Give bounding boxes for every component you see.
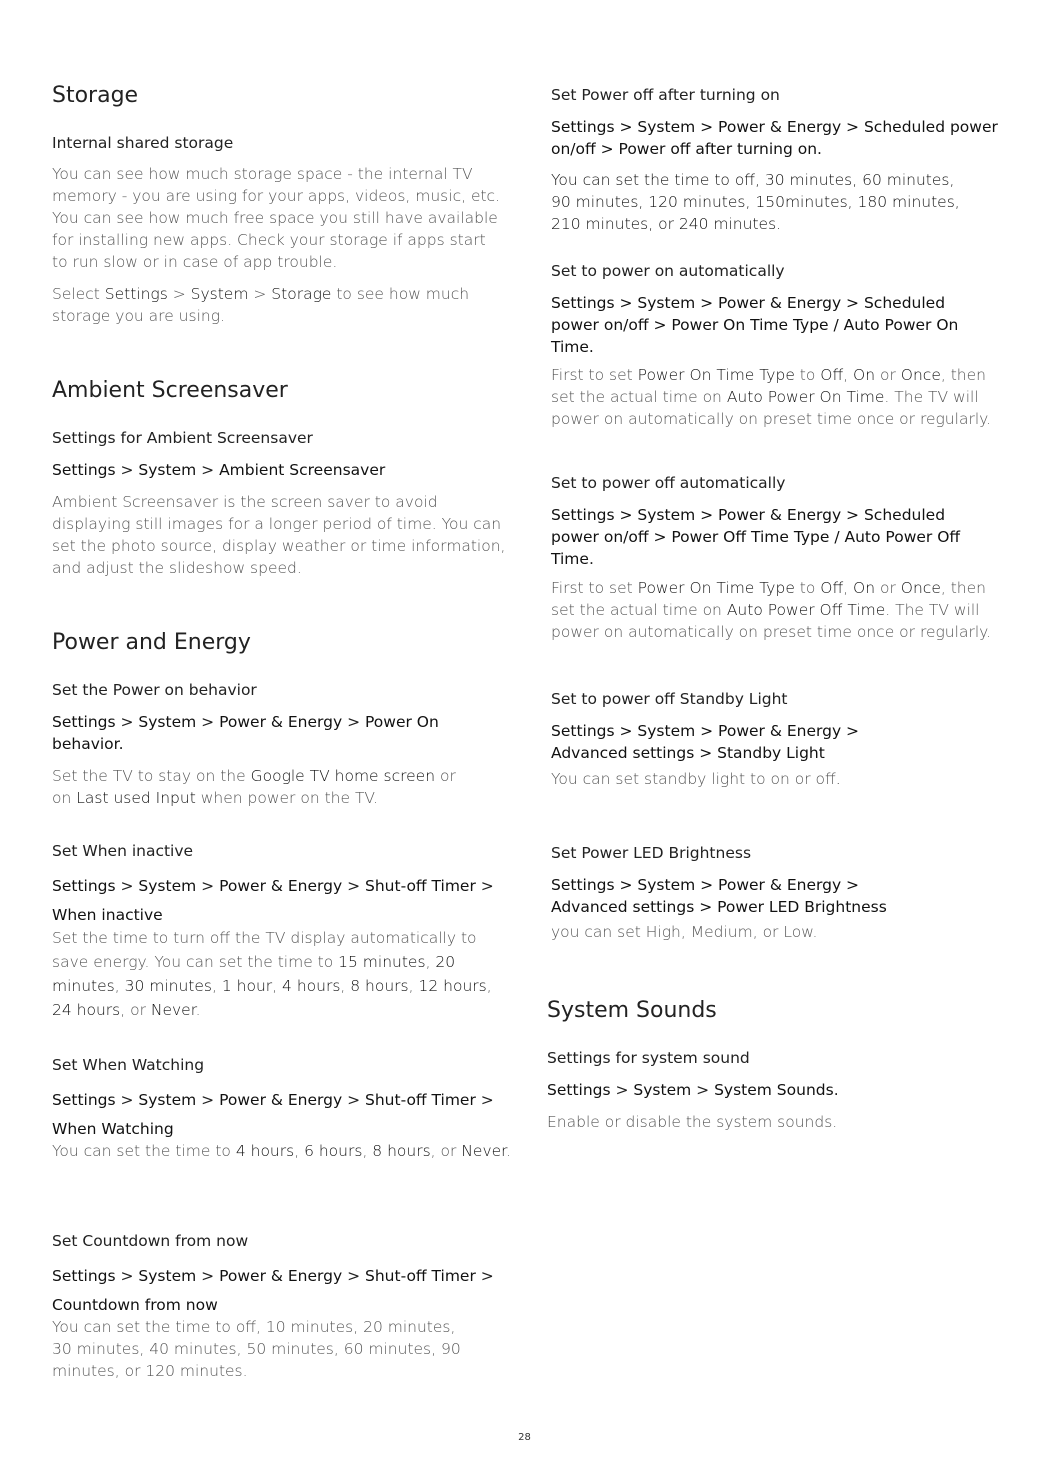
emphasis-text: Shut-off Timer [365, 1091, 476, 1109]
auto-power-on-path [551, 292, 971, 358]
body-text: > [475, 1091, 494, 1109]
body-text: , [340, 977, 351, 995]
emphasis-text: 8 hours [372, 1142, 431, 1160]
body-text: when power on the TV. [195, 789, 378, 807]
body-text: You can set the time to off, 10 minutes, 20 minutes, 30 minutes, 40 minutes, 50 minutes, 60 minutes, 90 minutes, or 120 minutes. [52, 1318, 461, 1380]
emphasis-text: Power & Energy [219, 877, 343, 895]
body-text: > [196, 461, 220, 479]
section-heading-system-sounds: System Sounds [547, 998, 717, 1023]
body-text: or [875, 366, 901, 384]
subheading-power-off-after-on: Set Power off after turning on [551, 86, 780, 104]
led-brightness-path [551, 874, 911, 918]
body-text: > [196, 877, 220, 895]
body-text: , [362, 1142, 373, 1160]
emphasis-text: Once [900, 366, 941, 384]
body-text: , [114, 977, 125, 995]
emphasis-text: System [138, 713, 197, 731]
body-text: , then set the actual time on [551, 579, 986, 619]
standby-light-description [551, 768, 1021, 790]
emphasis-text: Never [150, 1001, 196, 1019]
body-text: > [115, 1091, 139, 1109]
emphasis-text: Settings [52, 877, 116, 895]
body-text: or [875, 579, 901, 597]
emphasis-text: Last used Input [76, 789, 196, 807]
subheading-countdown: Set Countdown from now [52, 1232, 249, 1250]
emphasis-text: Countdown from now [52, 1296, 218, 1314]
emphasis-text: Power On behavior. [52, 713, 439, 753]
emphasis-text: 1 hour [221, 977, 273, 995]
emphasis-text: Auto Power On Time [726, 388, 885, 406]
emphasis-text: Power & Energy [219, 1091, 343, 1109]
body-text: > [115, 461, 139, 479]
emphasis-text: Auto Power Off Time [726, 601, 886, 619]
emphasis-text: . [835, 770, 841, 788]
body-text: , [272, 977, 283, 995]
subheading-internal-storage: Internal shared storage [52, 134, 234, 152]
when-watching-path [52, 1086, 502, 1144]
subheading-auto-power-off: Set to power off automatically [551, 474, 786, 492]
standby-light-path [551, 720, 881, 764]
system-sounds-path [547, 1079, 1017, 1101]
body-text: , [212, 977, 222, 995]
emphasis-text: System [138, 877, 197, 895]
body-text: to see how much storage you are using. [52, 285, 470, 325]
emphasis-text: Settings > System > Power & Energy > Scheduled power on/off > Power On Time Type / Auto Power On Time. [551, 294, 959, 356]
emphasis-text: Google TV home screen [250, 767, 436, 785]
body-text: > [115, 713, 139, 731]
subheading-standby-light: Set to power off Standby Light [551, 690, 788, 708]
emphasis-text: 12 hours [418, 977, 487, 995]
emphasis-text: Storage [271, 285, 332, 303]
auto-power-off-description [551, 577, 1001, 643]
emphasis-text: Ambient Screensaver [219, 461, 386, 479]
emphasis-text: System [138, 1091, 197, 1109]
power-on-description [52, 765, 462, 809]
emphasis-text: 8 hours [350, 977, 409, 995]
emphasis-text: Settings [52, 1267, 116, 1285]
body-text: First to set [551, 366, 638, 384]
emphasis-text: Shut-off Timer [365, 877, 476, 895]
body-text: . [833, 1081, 839, 1099]
subheading-auto-power-on: Set to power on automatically [551, 262, 785, 280]
power-off-after-on-path [551, 116, 1011, 160]
body-text: , [294, 1142, 305, 1160]
emphasis-text: When inactive [52, 906, 163, 924]
emphasis-text: System [138, 461, 197, 479]
body-text: > [196, 1091, 220, 1109]
emphasis-text: Settings [52, 1091, 116, 1109]
body-text: > [342, 877, 365, 895]
body-text: > [196, 1267, 220, 1285]
body-text: . The TV will power on automatically on preset time once or regularly. [551, 601, 992, 641]
emphasis-text: 4 hours [282, 977, 341, 995]
body-text: > [610, 1081, 634, 1099]
body-text: , [843, 579, 854, 597]
body-text: You can set standby light to on or off [551, 770, 836, 788]
countdown-path [52, 1262, 502, 1320]
emphasis-text: Power & Energy [219, 713, 343, 731]
body-text: > [475, 877, 494, 895]
subheading-power-on: Set the Power on behavior [52, 681, 257, 699]
body-text: > [196, 713, 220, 731]
body-text: , [486, 977, 492, 995]
emphasis-text: When Watching [52, 1120, 174, 1138]
section-heading-power-energy: Power and Energy [52, 630, 251, 655]
body-text: > [342, 1267, 365, 1285]
power-off-after-on-description [551, 169, 971, 235]
emphasis-text: Settings [547, 1081, 611, 1099]
body-text: . The TV will power on automatically on preset time once or regularly. [551, 388, 992, 428]
emphasis-text: System [190, 285, 249, 303]
page-number: 28 [518, 1432, 531, 1443]
ambient-description [52, 491, 507, 579]
body-text: > [248, 285, 272, 303]
body-text: > [342, 1091, 365, 1109]
section-heading-ambient: Ambient Screensaver [52, 378, 288, 403]
body-text: Select [52, 285, 105, 303]
body-text: , or [430, 1142, 462, 1160]
body-text: Set the TV to stay on the [52, 767, 251, 785]
body-text: to [794, 579, 821, 597]
body-text: , [843, 366, 854, 384]
body-text: , [408, 977, 419, 995]
body-text: Enable or disable the system sounds. [547, 1113, 838, 1131]
power-on-path [52, 711, 452, 755]
body-text: . [195, 1001, 201, 1019]
when-inactive-path [52, 872, 502, 930]
emphasis-text: 6 hours [304, 1142, 363, 1160]
emphasis-text: Settings > System > Power & Energy > Advanced settings > Power LED Brightness [551, 876, 887, 916]
led-brightness-description [551, 921, 1021, 943]
body-text: > [115, 1267, 139, 1285]
emphasis-text: Power & Energy [219, 1267, 343, 1285]
emphasis-text: Settings > System > Power & Energy > Advanced settings > Standby Light [551, 722, 860, 762]
body-text: . [506, 1142, 512, 1160]
auto-power-off-path [551, 504, 971, 570]
body-text: > [342, 713, 365, 731]
body-text: , or [120, 1001, 151, 1019]
body-text: > [115, 877, 139, 895]
emphasis-text: 30 minutes [124, 977, 213, 995]
auto-power-on-description [551, 364, 1001, 430]
emphasis-text: 15 minutes [338, 953, 426, 971]
emphasis-text: Settings [104, 285, 168, 303]
when-inactive-description [52, 926, 502, 1022]
emphasis-text: System [633, 1081, 692, 1099]
subheading-system-sound: Settings for system sound [547, 1049, 750, 1067]
subheading-led-brightness: Set Power LED Brightness [551, 844, 752, 862]
emphasis-text: 20 minutes [52, 953, 456, 995]
subheading-when-inactive: Set When inactive [52, 842, 194, 860]
body-text: > [691, 1081, 715, 1099]
countdown-description [52, 1316, 462, 1382]
body-text: You can see how much storage space - the internal TV memory - you are using for your apps, videos, music, etc. You can see how much free space you still have available for installing new apps. Check your storage if apps start to run slow or in case of app trouble. [52, 165, 501, 271]
body-text: , then set the actual time on [551, 366, 986, 406]
emphasis-text: Once [900, 579, 941, 597]
emphasis-text: 24 hours [52, 1001, 121, 1019]
body-text: . [588, 550, 594, 568]
body-text: or on [52, 767, 456, 807]
emphasis-text: Settings [52, 713, 116, 731]
body-text: , [425, 953, 436, 971]
storage-description [52, 163, 502, 273]
emphasis-text: Never [461, 1142, 507, 1160]
body-text: Set the time to turn off the TV display automatically to save energy. You can set the time to [52, 929, 477, 971]
emphasis-text: System [138, 1267, 197, 1285]
section-heading-storage: Storage [52, 83, 139, 108]
body-text: > [167, 285, 191, 303]
body-text: First to set [551, 579, 638, 597]
emphasis-text: On [853, 366, 876, 384]
body-text: to [794, 366, 821, 384]
subheading-ambient: Settings for Ambient Screensaver [52, 429, 313, 447]
ambient-path [52, 459, 522, 481]
emphasis-text: System Sounds [714, 1081, 834, 1099]
system-sounds-description [547, 1111, 1017, 1133]
emphasis-text: 4 hours [235, 1142, 295, 1160]
body-text: Ambient Screensaver is the screen saver to avoid displaying still images for a longer period of time. You can set the photo source, display weather or time information, and adjust the slideshow speed. [52, 493, 506, 577]
emphasis-text: Settings > System > Power & Energy > Scheduled power on/off > Power Off Time Type / Auto Power Off Time [551, 506, 961, 568]
emphasis-text: Off [820, 366, 844, 384]
when-watching-description [52, 1140, 532, 1162]
emphasis-text: Power On Time Type [637, 366, 795, 384]
emphasis-text: On [853, 579, 876, 597]
body-text: > [475, 1267, 494, 1285]
subheading-when-watching: Set When Watching [52, 1056, 205, 1074]
emphasis-text: Shut-off Timer [365, 1267, 476, 1285]
emphasis-text: Settings [52, 461, 116, 479]
body-text: you can set High, Medium, or Low. [551, 923, 818, 941]
emphasis-text: Power On Time Type [637, 579, 795, 597]
emphasis-text: Settings > System > Power & Energy > Scheduled power on/off > Power off after turning on. [551, 118, 998, 158]
emphasis-text: Off [820, 579, 844, 597]
body-text: You can set the time to [52, 1142, 236, 1160]
storage-path-text [52, 283, 482, 327]
emphasis-text: You can set the time to off, 30 minutes, 60 minutes, 90 minutes, 120 minutes, 150minutes, 180 minutes, 210 minutes, or 240 minutes. [551, 171, 960, 233]
